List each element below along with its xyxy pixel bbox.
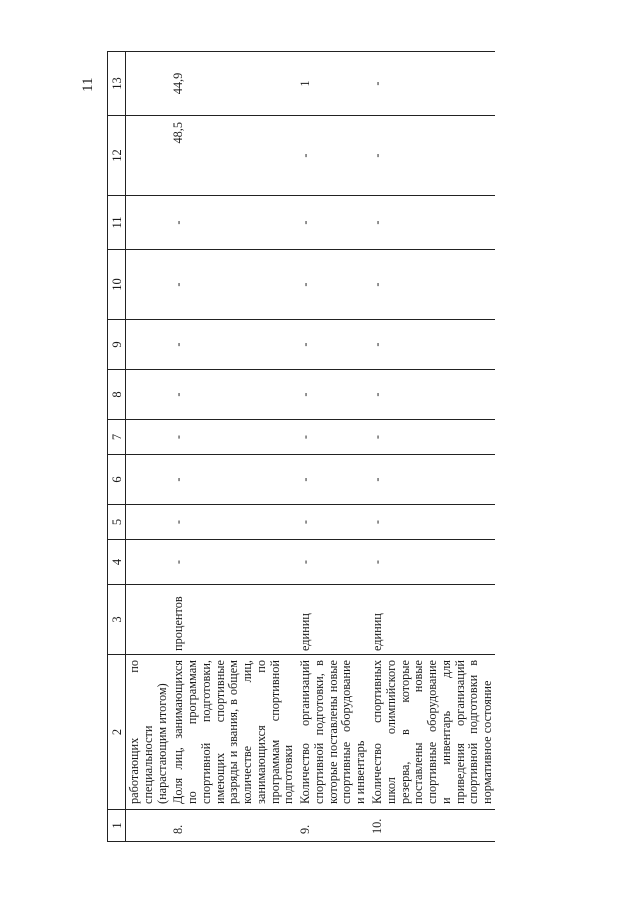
row-description: Доля лиц, занимающихся по программам спортивной подготовки, имеющих спортивные разряды и звания, в общем количестве лиц, занимающихся по программам спортивной подготовки [169, 655, 296, 810]
row-value [126, 52, 170, 116]
row-unit: единиц [296, 585, 368, 655]
row-number: 10. [368, 810, 495, 842]
row-value: - [169, 420, 296, 455]
row-value: - [368, 196, 495, 250]
row-value: - [296, 250, 368, 320]
row-value: - [296, 455, 368, 505]
header-cell: 1 [108, 810, 126, 842]
row-value: - [296, 196, 368, 250]
header-cell: 12 [108, 116, 126, 196]
row-value: - [368, 250, 495, 320]
row-value [126, 455, 170, 505]
row-value: - [368, 540, 495, 585]
row-value: - [368, 455, 495, 505]
row-value: - [169, 250, 296, 320]
row-description: работающих по специальности (нарастающим итогом) [126, 655, 170, 810]
row-value [126, 370, 170, 420]
row-value: - [296, 320, 368, 370]
row-value [126, 250, 170, 320]
header-cell: 8 [108, 370, 126, 420]
row-value: - [169, 320, 296, 370]
row-value: - [296, 420, 368, 455]
header-cell: 10 [108, 250, 126, 320]
row-value: - [296, 370, 368, 420]
table-row [296, 52, 368, 842]
header-cell: 6 [108, 455, 126, 505]
row-description: Количество спортивных школ олимпийского резерва, в которые поставлены новые спортивные оборудование и инвентарь для приведения организаций спортивной подготовки в нормативное состояние [368, 655, 495, 810]
row-value: 48,5 [169, 116, 296, 196]
row-value: - [368, 52, 495, 116]
row-number [126, 810, 170, 842]
row-value: - [296, 540, 368, 585]
header-cell: 11 [108, 196, 126, 250]
row-value: - [368, 420, 495, 455]
header-cell: 13 [108, 52, 126, 116]
row-value: 44,9 [169, 52, 296, 116]
row-value: - [296, 505, 368, 540]
row-value: - [296, 116, 368, 196]
table-row [126, 52, 170, 842]
row-value: - [169, 196, 296, 250]
header-cell: 3 [108, 585, 126, 655]
row-unit [126, 585, 170, 655]
row-value: - [169, 455, 296, 505]
row-value [126, 420, 170, 455]
table-row [368, 52, 495, 842]
row-value: - [368, 116, 495, 196]
header-cell: 5 [108, 505, 126, 540]
row-unit: единиц [368, 585, 495, 655]
row-unit: процентов [169, 585, 296, 655]
page-number: 11 [80, 77, 96, 92]
row-value: - [169, 505, 296, 540]
row-value: - [169, 370, 296, 420]
row-value [126, 196, 170, 250]
row-value [126, 505, 170, 540]
header-cell: 7 [108, 420, 126, 455]
header-row [108, 52, 126, 842]
row-number: 9. [296, 810, 368, 842]
row-value [126, 116, 170, 196]
row-value: 1 [296, 52, 368, 116]
table-row [169, 52, 296, 842]
row-value: - [368, 505, 495, 540]
indicators-table [107, 51, 495, 842]
row-value [126, 540, 170, 585]
row-value: - [368, 320, 495, 370]
row-value: - [368, 370, 495, 420]
row-description: Количество организаций спортивной подготовки, в которые поставлены новые спортивные оборудование и инвентарь [296, 655, 368, 810]
header-cell: 2 [108, 655, 126, 810]
row-value [126, 320, 170, 370]
row-number: 8. [169, 810, 296, 842]
header-cell: 9 [108, 320, 126, 370]
header-cell: 4 [108, 540, 126, 585]
row-value: - [169, 540, 296, 585]
